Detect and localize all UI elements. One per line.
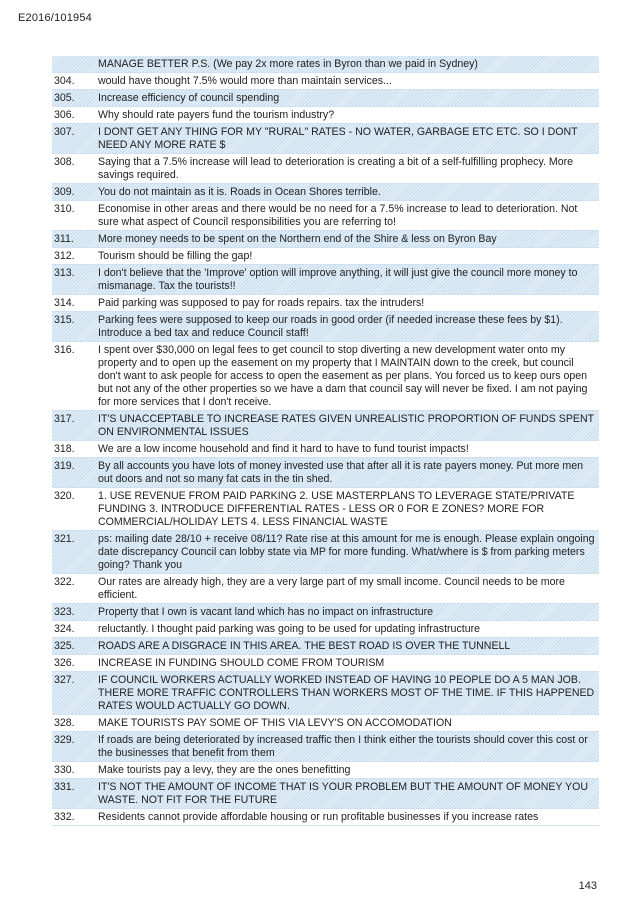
table-row — [52, 574, 599, 604]
row-number: 304. — [54, 74, 75, 87]
table-row — [52, 231, 599, 248]
table-row — [52, 295, 599, 312]
table-row — [52, 90, 599, 107]
row-comment: Parking fees were supposed to keep our roads in good order (if needed increase these fees by $1). Introduce a bed tax and reduce Council staff! — [98, 313, 563, 339]
table-row — [52, 124, 599, 154]
row-number: 308. — [54, 155, 75, 168]
row-number: 315. — [54, 313, 75, 326]
row-number: 325. — [54, 639, 75, 652]
row-number: 319. — [54, 459, 75, 472]
table-row — [52, 809, 599, 826]
table-row — [52, 56, 599, 73]
row-comment: Our rates are already high, they are a very large part of my small income. Council needs to be more efficient. — [98, 575, 565, 601]
row-number: 328. — [54, 716, 75, 729]
table-row — [52, 441, 599, 458]
row-number: 322. — [54, 575, 75, 588]
row-number: 318. — [54, 442, 75, 455]
table-row — [52, 154, 599, 184]
row-comment: Economise in other areas and there would be no need for a 7.5% increase to lead to deterioration. Not sure what aspect of Council responsibilities you are referring to! — [98, 202, 578, 228]
row-comment: More money needs to be spent on the Northern end of the Shire & less on Byron Bay — [98, 232, 497, 245]
row-number: 331. — [54, 780, 75, 793]
table-row — [52, 107, 599, 124]
table-row — [52, 762, 599, 779]
row-comment: IT'S UNACCEPTABLE TO INCREASE RATES GIVEN UNREALISTIC PROPORTION OF FUNDS SPENT ON ENVIRONMENTAL ISSUES — [98, 412, 594, 438]
table-row — [52, 458, 599, 488]
row-comment: 1. USE REVENUE FROM PAID PARKING 2. USE MASTERPLANS TO LEVERAGE STATE/PRIVATE FUNDING 3. INTRODUCE DIFFERENTIAL RATES - LESS OR 0 FOR E ZONES? MORE FOR COMMERCIAL/HOLIDAY LETS 4. LESS FINANCIAL WASTE — [98, 489, 575, 528]
table-row — [52, 342, 599, 411]
row-comment: reluctantly. I thought paid parking was going to be used for updating infrastructure — [98, 622, 481, 635]
row-comment: Residents cannot provide affordable housing or run profitable businesses if you increase rates — [98, 810, 539, 823]
row-number: 316. — [54, 343, 75, 356]
row-number: 313. — [54, 266, 75, 279]
table-row — [52, 411, 599, 441]
row-number: 323. — [54, 605, 75, 618]
row-number: 312. — [54, 249, 75, 262]
row-number: 324. — [54, 622, 75, 635]
table-row — [52, 732, 599, 762]
row-number: 309. — [54, 185, 75, 198]
row-number: 329. — [54, 733, 75, 746]
row-number: 306. — [54, 108, 75, 121]
row-number: 327. — [54, 673, 75, 686]
row-comment: MANAGE BETTER P.S. (We pay 2x more rates in Byron than we paid in Sydney) — [98, 57, 478, 70]
row-comment: You do not maintain as it is. Roads in Ocean Shores terrible. — [98, 185, 381, 198]
row-comment: Increase efficiency of council spending — [98, 91, 280, 104]
row-comment: I DONT GET ANY THING FOR MY "RURAL" RATES - NO WATER, GARBAGE ETC ETC. SO I DONT NEED ANY MORE RATE $ — [98, 125, 578, 151]
row-comment: By all accounts you have lots of money invested use that after all it is rate payers money. Put more men out doors and not so many fat cats in the tin shed. — [98, 459, 583, 485]
table-row — [52, 488, 599, 531]
row-number: 317. — [54, 412, 75, 425]
row-comment: We are a low income household and find it hard to have to fund tourist impacts! — [98, 442, 469, 455]
table-row — [52, 621, 599, 638]
row-number: 310. — [54, 202, 75, 215]
table-row — [52, 655, 599, 672]
row-number: 311. — [54, 232, 74, 245]
row-number: 330. — [54, 763, 75, 776]
table-row — [52, 638, 599, 655]
row-comment: INCREASE IN FUNDING SHOULD COME FROM TOURISM — [98, 656, 385, 669]
row-comment: would have thought 7.5% would more than maintain services... — [98, 74, 392, 87]
row-comment: I don't believe that the 'Improve' option will improve anything, it will just give the council more money to mismanage. Tax the tourists!! — [98, 266, 578, 292]
row-comment: Tourism should be filling the gap! — [98, 249, 253, 262]
row-comment: Why should rate payers fund the tourism industry? — [98, 108, 335, 121]
row-number: 305. — [54, 91, 75, 104]
table-row — [52, 604, 599, 621]
page-number: 143 — [578, 880, 597, 892]
table-row — [52, 248, 599, 265]
table-row — [52, 73, 599, 90]
row-number: 332. — [54, 810, 75, 823]
table-row — [52, 531, 599, 574]
row-comment: ROADS ARE A DISGRACE IN THIS AREA. THE BEST ROAD IS OVER THE TUNNELL — [98, 639, 511, 652]
row-number: 320. — [54, 489, 75, 502]
row-number: 321. — [54, 532, 75, 545]
comments-table — [52, 56, 599, 826]
table-row — [52, 312, 599, 342]
row-comment: If roads are being deteriorated by increased traffic then I think either the tourists should cover this cost or the businesses that benefit from them — [98, 733, 588, 759]
row-comment: Paid parking was supposed to pay for roads repairs. tax the intruders! — [98, 296, 425, 309]
row-comment: IF COUNCIL WORKERS ACTUALLY WORKED INSTEAD OF HAVING 10 PEOPLE DO A 5 MAN JOB. THERE MORE TRAFFIC CONTROLLERS THAN WORKERS MOST OF THE TIME. IF THIS HAPPENED RATES WOULD ACTUALLY GO DOWN. — [98, 673, 595, 712]
row-comment: Property that I own is vacant land which has no impact on infrastructure — [98, 605, 434, 618]
row-comment: MAKE TOURISTS PAY SOME OF THIS VIA LEVY'S ON ACCOMODATION — [98, 716, 452, 729]
table-row — [52, 184, 599, 201]
row-number: 307. — [54, 125, 75, 138]
row-number: 326. — [54, 656, 75, 669]
table-row — [52, 201, 599, 231]
document-reference: E2016/101954 — [18, 12, 92, 24]
table-row — [52, 779, 599, 809]
row-comment: Make tourists pay a levy, they are the ones benefitting — [98, 763, 351, 776]
row-comment: Saying that a 7.5% increase will lead to deterioration is creating a bit of a self-fulfilling prophecy. More savings required. — [98, 155, 574, 181]
row-comment: I spent over $30,000 on legal fees to get council to stop diverting a new development water onto my property and to open up the easement on my property that I MAINTAIN down to the creek, but council don't want to ask people for access to open the easement as per plans. You forced us to keep ours open but not any of the other properties so we have a dam that council say will never be fixed. I am not paying for more services that I don't receive. — [98, 343, 588, 408]
table-row — [52, 672, 599, 715]
row-comment: ps: mailing date 28/10 + receive 08/11? Rate rise at this amount for me is enough. Please explain ongoing date discrepancy Council can lobby state via MP for more funding. What/where is $ from parking meters going? Thank you — [98, 532, 595, 571]
table-row — [52, 265, 599, 295]
row-comment: IT'S NOT THE AMOUNT OF INCOME THAT IS YOUR PROBLEM BUT THE AMOUNT OF MONEY YOU WASTE. NOT FIT FOR THE FUTURE — [98, 780, 588, 806]
row-number: 314. — [54, 296, 75, 309]
table-row — [52, 715, 599, 732]
